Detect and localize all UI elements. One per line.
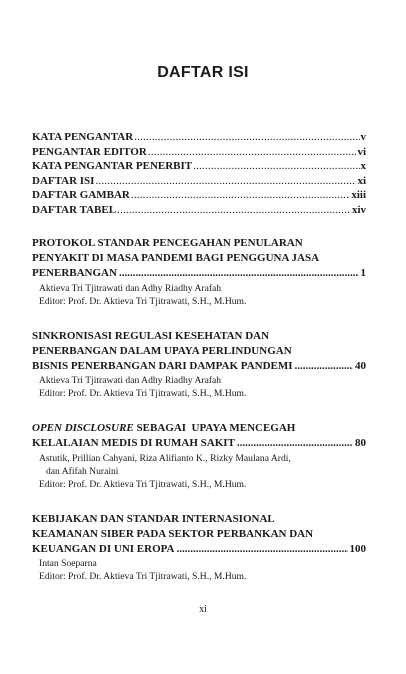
chapter-title-line: PENYAKIT DI MASA PANDEMI BAGI PENGGUNA JASA <box>32 252 320 265</box>
toc-entry[interactable] <box>32 130 366 145</box>
chapter-entry[interactable] <box>32 421 366 490</box>
toc-entry-page: vi <box>357 145 366 158</box>
chapter-title-line: KEBIJAKAN DAN STANDAR INTERNASIONAL <box>32 512 275 525</box>
chapter-title-line: KEAMANAN SIBER PADA SEKTOR PERBANKAN DAN <box>32 527 314 540</box>
toc-entry-page: xi <box>357 174 366 187</box>
chapter-title <box>32 421 366 451</box>
page-title: DAFTAR ISI <box>157 64 249 81</box>
toc-entry-label: DAFTAR TABEL <box>32 203 117 216</box>
chapter-entry[interactable] <box>32 329 366 401</box>
toc-entry[interactable] <box>32 188 366 203</box>
toc-entry-label: DAFTAR ISI <box>32 174 95 187</box>
toc-entry[interactable] <box>32 174 366 189</box>
chapter-editor: Editor: Prof. Dr. Aktieva Tri Tjitrawati, S.H., M.Hum. <box>39 295 247 307</box>
chapter-title-line: BISNIS PENERBANGAN DARI DAMPAK PANDEMI <box>32 360 293 373</box>
toc-entry-label: KATA PENGANTAR <box>32 131 134 143</box>
chapter-title-line: SINKRONISASI REGULASI KESEHATAN DAN <box>32 329 270 342</box>
chapter-editor: Editor: Prof. Dr. Aktieva Tri Tjitrawati, S.H., M.Hum. <box>39 571 247 583</box>
leader-dots <box>177 542 348 557</box>
chapter-title <box>32 329 366 375</box>
page-number: xi <box>199 604 207 615</box>
chapter-authors: Aktieva Tri Tjitrawati dan Adhy Riadhy Arafah <box>39 375 222 387</box>
chapter-page: 40 <box>355 360 366 373</box>
leader-dots <box>148 145 357 160</box>
toc-entry-label: PENGANTAR EDITOR <box>32 145 147 158</box>
leader-dots <box>117 203 351 218</box>
chapter-entry[interactable] <box>32 236 366 308</box>
toc-entry-label: DAFTAR GAMBAR <box>32 189 130 202</box>
toc-entry-label: KATA PENGANTAR PENERBIT <box>32 160 193 173</box>
chapter-authors: Aktieva Tri Tjitrawati dan Adhy Riadhy Arafah <box>39 282 222 294</box>
leader-dots <box>119 266 359 281</box>
chapter-title-italic: OPEN DISCLOSURE <box>32 422 134 435</box>
chapter-authors: Intan Soeparna <box>39 558 97 570</box>
chapter-page: 80 <box>355 437 366 450</box>
toc-entry[interactable] <box>32 159 366 174</box>
chapter-title-line: PENERBANGAN DALAM UPAYA PERLINDUNGAN <box>32 344 292 357</box>
chapter-page: 100 <box>349 543 366 556</box>
leader-dots <box>237 436 353 451</box>
chapter-authors: Astutik, Prillian Cahyani, Riza Alifianto K., Rizky Maulana Ardi, <box>39 452 291 464</box>
chapter-title-line: PROTOKOL STANDAR PENCEGAHAN PENULARAN <box>32 237 303 249</box>
chapter-title-line: KEUANGAN DI UNI EROPA <box>32 543 175 556</box>
chapter-editor: Editor: Prof. Dr. Aktieva Tri Tjitrawati, S.H., M.Hum. <box>39 388 247 400</box>
toc-entry-page: x <box>360 160 366 173</box>
chapter-page: 1 <box>360 267 366 280</box>
chapter-authors-continued: dan Afifah Nuraini <box>46 465 119 477</box>
chapter-title <box>32 236 366 282</box>
toc-entry[interactable] <box>32 145 366 160</box>
chapter-title-line: PENERBANGAN <box>32 267 117 280</box>
toc-entry-page: xiv <box>351 203 366 216</box>
leader-dots <box>193 159 359 174</box>
leader-dots <box>295 359 353 374</box>
front-matter-list <box>32 130 366 218</box>
toc-entry[interactable] <box>32 203 366 218</box>
chapter-title-line: SEBAGAI UPAYA MENCEGAH <box>133 422 296 435</box>
chapter-entry[interactable] <box>32 512 366 584</box>
leader-dots <box>131 188 350 203</box>
chapter-list <box>32 236 366 604</box>
toc-entry-page: v <box>360 131 366 143</box>
chapter-title-line: KELALAIAN MEDIS DI RUMAH SAKIT <box>32 437 235 450</box>
leader-dots <box>134 130 359 145</box>
chapter-title <box>32 512 366 558</box>
toc-entry-page: xiii <box>351 189 366 202</box>
leader-dots <box>95 174 356 189</box>
chapter-editor: Editor: Prof. Dr. Aktieva Tri Tjitrawati, S.H., M.Hum. <box>39 478 247 490</box>
